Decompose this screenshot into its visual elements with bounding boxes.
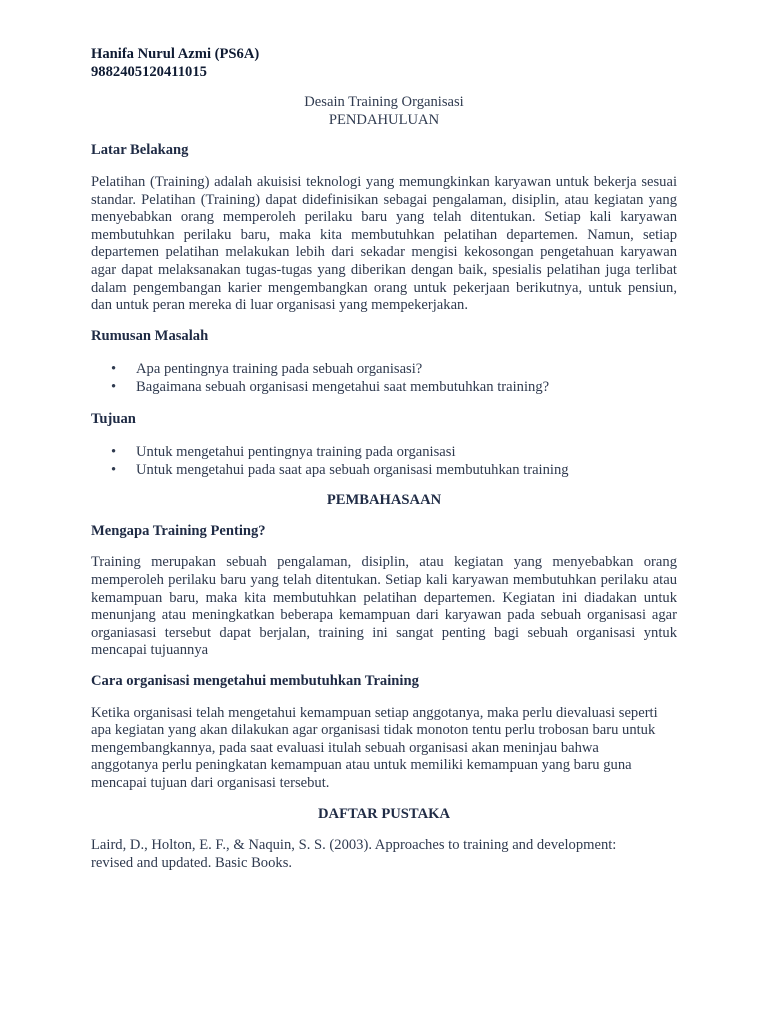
paragraph-line: mengembangkannya, pada saat evaluasi itulah sebuah organisasi akan meninjau bahwa	[91, 739, 599, 756]
student-id: 9882405120411015	[91, 63, 207, 80]
list-rumusan-masalah	[91, 361, 677, 396]
reference-line: revised and updated. Basic Books.	[91, 854, 293, 871]
list-item: • Untuk mengetahui pada saat apa sebuah organisasi membutuhkan training	[91, 462, 677, 480]
heading-latar-belakang: Latar Belakang	[91, 142, 189, 159]
section-heading-daftar-pustaka: DAFTAR PUSTAKA	[317, 805, 451, 822]
heading-mengapa-training: Mengapa Training Penting?	[91, 522, 266, 539]
author-name: Hanifa Nurul Azmi (PS6A)	[91, 46, 260, 62]
paragraph-line: anggotanya perlu peningkatan kemampuan atau untuk memiliki kemampuan yang baru guna	[91, 757, 632, 774]
paragraph-cara-organisasi	[91, 705, 677, 793]
paragraph-line: mencapai tujuan dari organisasi tersebut.	[91, 775, 330, 791]
list-item: • Bagaimana sebuah organisasi mengetahui saat membutuhkan training?	[91, 379, 677, 397]
paragraph-line: Ketika organisasi telah mengetahui kemampuan setiap anggotanya, maka perlu dievaluasi seperti	[91, 704, 658, 721]
reference-entry	[91, 837, 677, 872]
author-block	[91, 46, 677, 81]
section-heading-pendahuluan: PENDAHULUAN	[328, 111, 440, 128]
section-heading-pembahasaan: PEMBAHASAAN	[326, 492, 442, 509]
document-content	[91, 46, 677, 872]
paragraph-latar-belakang: Pelatihan (Training) adalah akuisisi teknologi yang memungkinkan karyawan untuk bekerja sesuai standar. Pelatihan (Training) dapat didefinisikan sebagai pengalaman, disiplin, atau kegiatan yang menyebabkan orang memperoleh perilaku baru yang telah ditentukan. Setiap kali karyawan membutuhkan perilaku baru, maka kita membutuhkan pelatihan departemen. Namun, setiap departemen pelatihan melakukan lebih dari sekadar mengisi kekosongan pengetahuan karyawan agar dapat melaksanakan tugas-tugas yang diberikan dengan baik, spesialis pelatihan juga terlibat dalam pengembangan karier mengembangkan orang untuk pekerjaan berikutnya, untuk pensiun, dan untuk peran mereka di luar organisasi yang mempekerjakan.	[91, 173, 677, 314]
reference-line: Laird, D., Holton, E. F., & Naquin, S. S. (2003). Approaches to training and development:	[91, 837, 617, 854]
paragraph-mengapa-training: Training merupakan sebuah pengalaman, disiplin, atau kegiatan yang menyebabkan orang memperoleh perilaku baru yang telah ditentukan. Setiap kali karyawan membutuhkan perilaku atau kemampuan baru, maka kita membutuhkan pelatihan departemen. Kegiatan ini diadakan untuk menunjang atau meningkatkan beberapa kemampuan dari karyawan pada sebuah organisasi agar organiasasi tersebut dapat berjalan, training ini sangat penting bagi sebuah organisasi yntuk mencapai tujuannya	[91, 554, 677, 659]
list-tujuan	[91, 444, 677, 479]
list-item: • Untuk mengetahui pentingnya training pada organisasi	[91, 444, 677, 462]
heading-tujuan: Tujuan	[91, 410, 136, 427]
heading-cara-organisasi: Cara organisasi mengetahui membutuhkan Training	[91, 673, 419, 690]
heading-rumusan-masalah: Rumusan Masalah	[91, 327, 209, 344]
document-title: Desain Training Organisasi	[304, 94, 464, 111]
list-item: • Apa pentingnya training pada sebuah organisasi?	[91, 361, 677, 379]
paragraph-line: apa kegiatan yang akan dilakukan agar organisasi tidak monoton tentu perlu trobosan baru untuk	[91, 722, 656, 739]
